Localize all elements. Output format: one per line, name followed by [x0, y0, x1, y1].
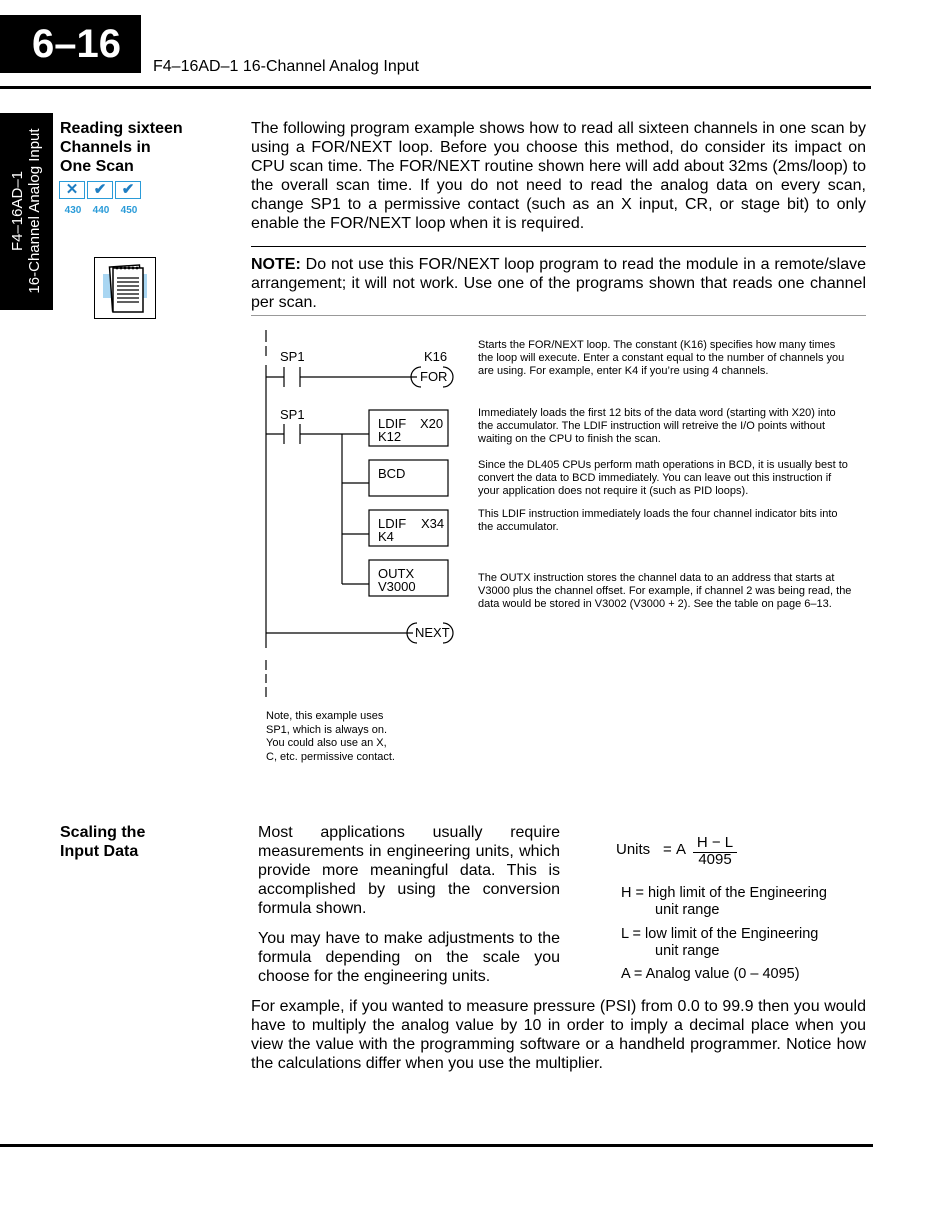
top-rule — [0, 86, 871, 89]
side-tab-label — [9, 128, 43, 293]
ladder-footnote: Note, this example uses SP1, which is always on. You could also use an X, C, etc. permissive contact. — [266, 710, 395, 763]
ladder-diagram — [255, 325, 485, 715]
rung-description: The OUTX instruction stores the channel data to an address that starts at V3000 plus the channel offset. For example, if channel 2 was being read, the data would be stored in V3002 (V3000 + 2). See the table on page 6–13. — [478, 572, 852, 610]
check-mark-icon: ✔ — [115, 181, 141, 199]
notepad-icon — [94, 257, 156, 319]
side-tab — [0, 113, 53, 310]
section-heading-reading — [60, 119, 183, 176]
heading-line: Channels in — [60, 139, 151, 156]
cpu-model-label: 430 — [64, 205, 82, 216]
constant-label: K16 — [424, 349, 448, 364]
ladder-lines — [255, 325, 485, 715]
heading-line: Scaling the — [60, 824, 146, 841]
heading-line: Input Data — [60, 843, 139, 860]
coil-label: NEXT — [415, 625, 450, 640]
definition-line: A = Analog value (0 – 4095) — [621, 966, 800, 982]
box-line1: LDIF — [378, 516, 407, 531]
intro-paragraph: The following program example shows how to read all sixteen channels in one scan by using a FOR/NEXT loop. Before you choose this method, do consider its impact on CPU scan time. The FOR/NEXT routine shown here will add about 32ms (2ms/loop) to the overall scan time. If you do not need to read the analog data on every scan, change SP1 to a permissive contact (such as an X input, CR, or stage bit) to only enable the FOR/NEXT loop when it is required. — [251, 120, 866, 232]
check-mark-icon: ✔ — [87, 181, 113, 199]
heading-line: One Scan — [60, 158, 134, 175]
side-tab-line2: 16-Channel Analog Input — [26, 128, 43, 294]
running-title: F4–16AD–1 16-Channel Analog Input — [153, 58, 419, 75]
formula-numerator: H − L — [696, 834, 734, 851]
conversion-formula — [616, 834, 816, 870]
contact-label: SP1 — [280, 349, 305, 364]
note-paragraph — [251, 255, 866, 312]
x-mark-icon: ✕ — [59, 181, 85, 199]
heading-line: Reading sixteen — [60, 120, 183, 137]
section-heading-scaling — [60, 823, 145, 861]
contact-label: SP1 — [280, 407, 305, 422]
formula-lhs: Units — [616, 841, 651, 858]
scaling-paragraph: Most applications usually require measurements in engineering units, which provide more meaningful data. This is accomplished by using the conversion formula shown. — [258, 824, 560, 917]
note-text: Do not use this FOR/NEXT loop program to read the module in a remote/slave arrangement; it will not work. Use one of the programs shown that reads one channel per scan. — [251, 256, 866, 311]
side-tab-line1: F4–16AD–1 — [9, 170, 26, 252]
formula-denominator: 4095 — [698, 851, 732, 868]
cpu-model-label: 440 — [92, 205, 110, 216]
coil-label: FOR — [420, 369, 448, 384]
box-line1: LDIF — [378, 416, 407, 431]
box-line2: K12 — [378, 429, 402, 444]
scaling-paragraph: You may have to make adjustments to the formula depending on the scale you choose for the engineering units. — [258, 930, 560, 985]
box-line1: BCD — [378, 466, 406, 481]
formula-equals: = — [663, 841, 672, 858]
rung-description: Starts the FOR/NEXT loop. The constant (K16) specifies how many times the loop will execute. Enter a constant equal to the number of channels you are using. For example, enter K4 if you’re using 4 channels. — [478, 339, 845, 377]
definition-line: unit range — [655, 943, 720, 959]
definition-line: unit range — [655, 902, 720, 918]
box-line1: OUTX — [378, 566, 415, 581]
box-operand: X34 — [421, 516, 445, 531]
rung-description: Immediately loads the first 12 bits of the data word (starting with X20) into the accumulator. The LDIF instruction will retreive the I/O points without waiting on the CPU to finish the scan. — [478, 407, 836, 445]
box-line2: K4 — [378, 529, 394, 544]
cpu-model-label: 450 — [120, 205, 138, 216]
formula-coefficient: A — [676, 841, 687, 858]
note-rule — [251, 315, 866, 316]
note-label: NOTE: — [251, 256, 301, 273]
formula-definition — [621, 885, 871, 919]
example-paragraph: For example, if you wanted to measure pressure (PSI) from 0.0 to 99.9 then you would have to multiply the analog value by 10 in order to imply a decimal place when you view the value with the programming software or a handheld programmer. Notice how the calculations differ when you use the multiplier. — [251, 998, 866, 1072]
rung-description: This LDIF instruction immediately loads the four channel indicator bits into the accumulator. — [478, 508, 838, 533]
note-rule — [251, 246, 866, 247]
formula-definition — [621, 926, 871, 960]
box-line2: V3000 — [378, 579, 416, 594]
rung-description: Since the DL405 CPUs perform math operations in BCD, it is usually best to convert the data to BCD immediately. You can leave out this instruction if your application does not require it (such as PID loops). — [478, 459, 848, 497]
box-operand: X20 — [420, 416, 444, 431]
definition-line: L = low limit of the Engineering — [621, 926, 819, 942]
formula-definition — [621, 966, 871, 983]
page-number: 6–16 — [0, 15, 141, 73]
definition-line: H = high limit of the Engineering — [621, 885, 827, 901]
bottom-rule — [0, 1144, 873, 1147]
